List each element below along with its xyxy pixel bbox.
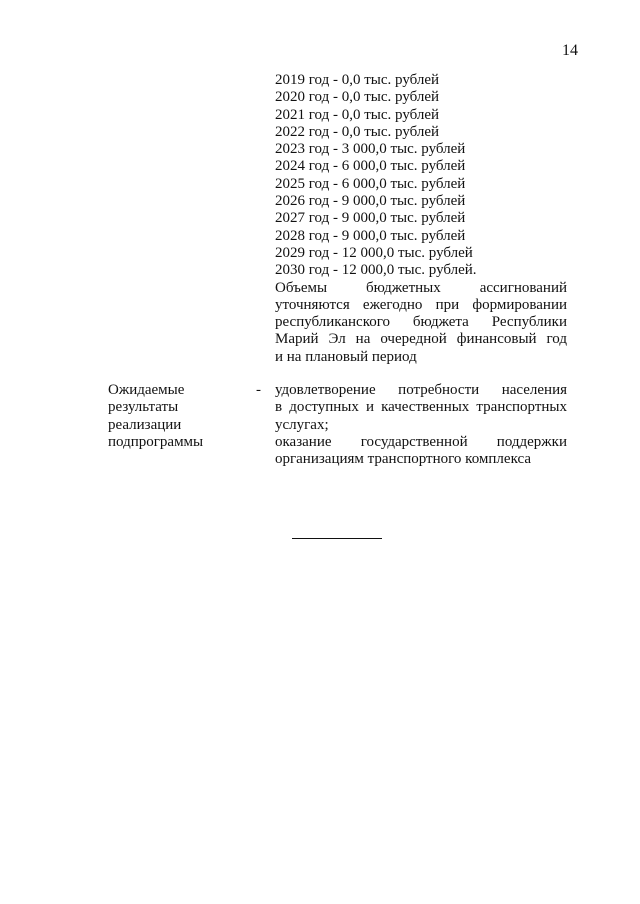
- funding-year-line: 2024 год - 6 000,0 тыс. рублей: [275, 158, 466, 175]
- funding-year-line: 2022 год - 0,0 тыс. рублей: [275, 123, 440, 140]
- funding-year-line: 2019 год - 0,0 тыс. рублей: [275, 72, 440, 88]
- page-number: 14: [562, 42, 578, 59]
- funding-year-line: 2025 год - 6 000,0 тыс. рублей: [275, 175, 466, 192]
- label-line: реализации: [108, 416, 182, 433]
- results-line: организациям транспортного комплекса: [275, 451, 531, 468]
- funding-year-line: 2026 год - 9 000,0 тыс. рублей: [275, 193, 466, 210]
- funding-volumes: [275, 72, 567, 366]
- label-line: результаты: [108, 399, 179, 416]
- label-line: Ожидаемые: [108, 382, 185, 398]
- funding-note-line: и на плановый период: [275, 348, 417, 365]
- funding-year-line: 2023 год - 3 000,0 тыс. рублей: [275, 141, 466, 158]
- funding-year-line: 2028 год - 9 000,0 тыс. рублей: [275, 227, 466, 244]
- funding-year-line: 2027 год - 9 000,0 тыс. рублей: [275, 210, 466, 227]
- end-divider-line: [292, 538, 382, 539]
- results-line: в доступных и качественных транспортных: [275, 399, 567, 416]
- funding-note-line: уточняются ежегодно при формировании: [275, 296, 567, 313]
- expected-results-text: [275, 382, 567, 468]
- funding-note-line: республиканского бюджета Республики: [275, 314, 567, 331]
- funding-year-line: 2020 год - 0,0 тыс. рублей: [275, 89, 440, 106]
- results-line: удовлетворение потребности населения: [275, 382, 567, 398]
- funding-note-line: Объемы бюджетных ассигнований: [275, 279, 567, 296]
- funding-year-line: 2030 год - 12 000,0 тыс. рублей.: [275, 262, 477, 279]
- expected-results-label: [108, 382, 203, 451]
- results-line: услугах;: [275, 416, 329, 433]
- funding-year-line: 2021 год - 0,0 тыс. рублей: [275, 106, 440, 123]
- funding-note-line: Марий Эл на очередной финансовый год: [275, 331, 567, 348]
- results-dash: -: [256, 382, 261, 398]
- funding-year-line: 2029 год - 12 000,0 тыс. рублей: [275, 244, 473, 261]
- label-line: подпрограммы: [108, 433, 204, 450]
- results-line: оказание государственной поддержки: [275, 433, 567, 450]
